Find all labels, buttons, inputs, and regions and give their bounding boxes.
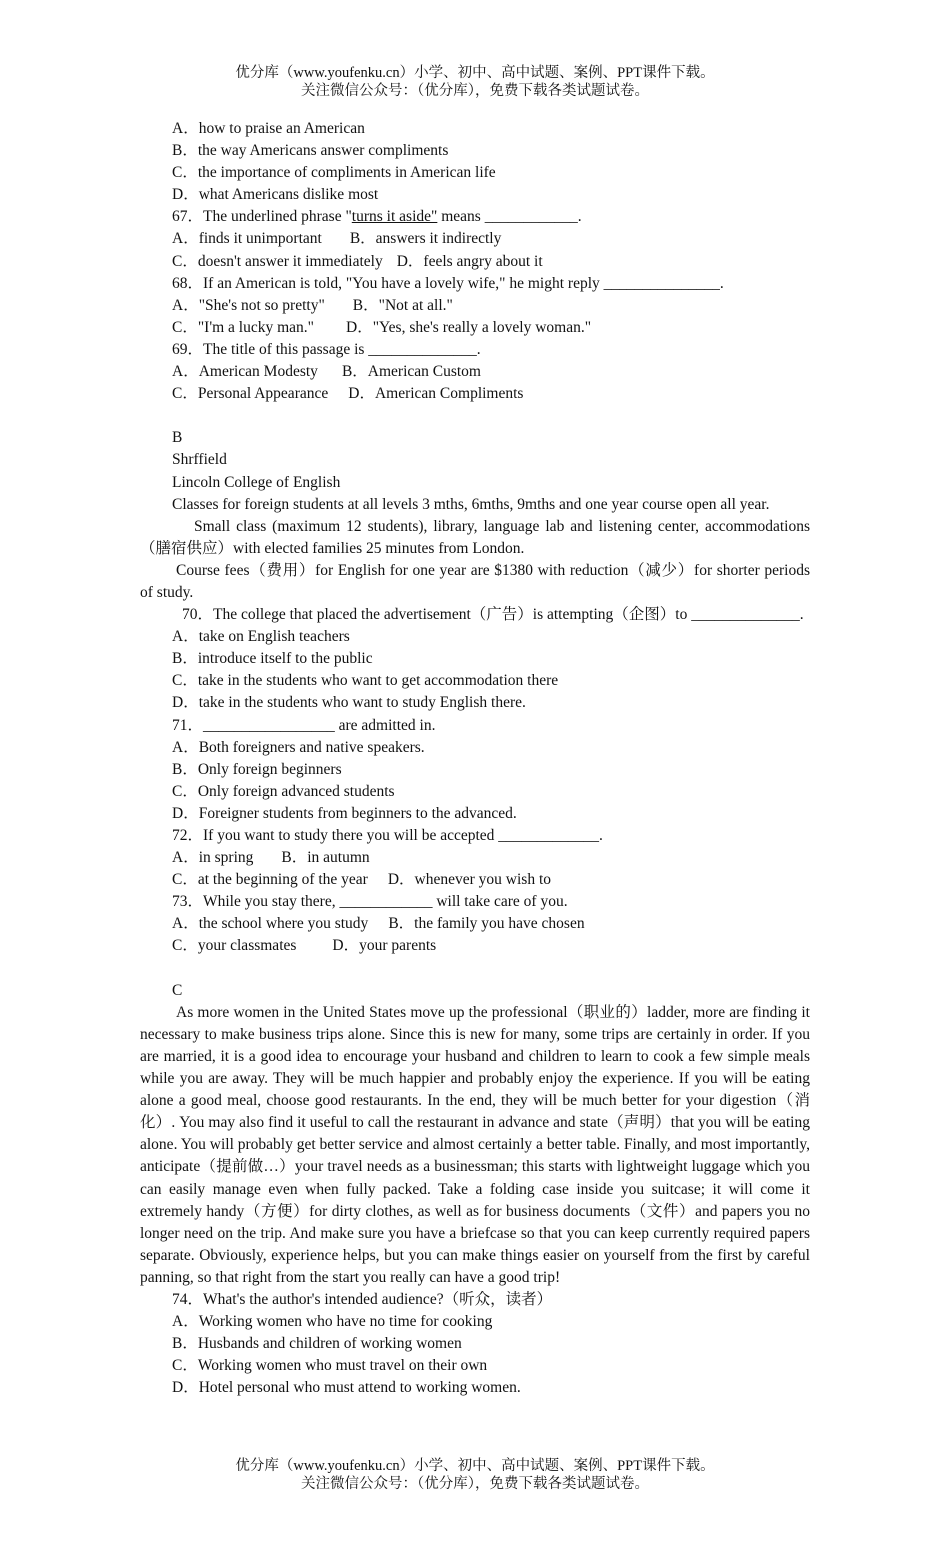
footer-line-1: 优分库（www.youfenku.cn）小学、初中、高中试题、案例、PPT课件下载。: [235, 1458, 715, 1474]
q68-option-d: D．"Yes, she's really a lovely woman.": [346, 318, 592, 336]
q74-option-d: D．Hotel personal who must attend to working women.: [172, 1379, 521, 1397]
q73-option-a: A．the school where you study: [172, 915, 369, 933]
section-b-city: Shrffield: [172, 451, 227, 469]
q69-option-b: B．American Custom: [341, 363, 481, 381]
q66-option-a: A．how to praise an American: [172, 120, 365, 137]
q73-option-d: D．your parents: [332, 937, 437, 955]
header-line-1: 优分库（www.youfenku.cn）小学、初中、高中试题、案例、PPT课件下载。: [235, 65, 715, 81]
section-b-college: Lincoln College of English: [172, 473, 341, 491]
q67-options-row-2: [140, 251, 810, 273]
q74-option-c: C．Working women who must travel on their own: [172, 1357, 488, 1375]
q67-underlined-phrase: turns it aside": [351, 208, 438, 226]
q69-option-a: A．American Modesty: [172, 363, 318, 381]
q72-options-row-2: [140, 869, 810, 891]
q69-option-c: C．Personal Appearance: [172, 385, 329, 403]
q72-options-row-1: [140, 847, 810, 869]
q71-stem: 71．_________________ are admitted in.: [172, 716, 436, 734]
q67-option-b: B．answers it indirectly: [349, 230, 502, 248]
q67-stem-post: means ____________.: [437, 208, 582, 226]
q68-option-b: B．"Not at all.": [352, 296, 453, 314]
q67-stem-pre: 67．The underlined phrase ": [172, 208, 352, 226]
q71-option-d: D．Foreigner students from beginners to the advanced.: [172, 804, 517, 822]
q69-option-d: D．American Compliments: [348, 385, 524, 403]
q67-options-row-1: [140, 228, 810, 250]
q73-options-row-2: [140, 935, 810, 957]
q71-option-b: B．Only foreign beginners: [172, 760, 342, 778]
q72-option-d: D．whenever you wish to: [387, 871, 552, 889]
q68-options-row-2: [140, 317, 810, 339]
spacer: [140, 958, 810, 980]
q66-option-b: B．the way Americans answer compliments: [172, 142, 449, 160]
q70-option-a: A．take on English teachers: [172, 628, 350, 646]
q74-stem: 74．What's the author's intended audience?（听众，读者）: [172, 1290, 553, 1308]
q70-stem: 70．The college that placed the advertisement（广告）is attempting（企图）to ______________.: [182, 606, 804, 624]
q73-options-row-1: [140, 913, 810, 935]
q73-stem: 73．While you stay there, ____________ will take care of you.: [172, 893, 568, 911]
q70-option-d: D．take in the students who want to study English there.: [172, 694, 526, 712]
section-b-label: B: [172, 429, 183, 447]
q72-option-b: B．in autumn: [281, 849, 370, 867]
q69-options-row-2: [140, 383, 810, 405]
page-footer: [0, 1457, 950, 1493]
q67-option-c: C．doesn't answer it immediately: [172, 252, 383, 270]
q74-option-a: A．Working women who have no time for cooking: [172, 1313, 493, 1331]
section-c-label: C: [172, 981, 183, 999]
q68-options-row-1: [140, 295, 810, 317]
q69-options-row-1: [140, 361, 810, 383]
q68-option-c: C．"I'm a lucky man.": [172, 318, 315, 336]
q67-option-a: A．finds it unimportant: [172, 230, 322, 248]
section-b-paragraph-1: Classes for foreign students at all levels 3 mths, 6mths, 9mths and one year course open all year.: [172, 495, 770, 513]
footer-line-2: 关注微信公众号：（优分库），免费下载各类试题试卷。: [301, 1476, 649, 1492]
q67-option-d: D．feels angry about it: [396, 252, 543, 270]
document-body: [140, 118, 810, 1399]
q67-stem: [140, 206, 810, 228]
section-b-paragraph-2: Small class (maximum 12 students), library, language lab and listening center, accommodations（膳宿供应）with elected families 25 minutes from London.: [140, 517, 810, 557]
q66-option-d: D．what Americans dislike most: [172, 186, 379, 204]
q72-option-a: A．in spring: [172, 849, 254, 867]
q70-option-b: B．introduce itself to the public: [172, 650, 373, 668]
q71-option-a: A．Both foreigners and native speakers.: [172, 738, 425, 756]
q72-stem: 72．If you want to study there you will be accepted _____________.: [172, 827, 603, 844]
section-c-paragraph: As more women in the United States move up the professional（职业的）ladder, more are finding it necessary to make business trips alone. Since this is new for many, some trips are certainly in order. If you are married, it is a good idea to encourage your husband and children to learn to cook a few simple meals while you are away. They will be much happier and probably enjoy the experience. If you will be eating alone a good meal, choose good restaurants. In the end, they will be much better for your digestion（消化）. You may also find it useful to call the restaurant in advance and state（声明）that you will be eating alone. You will probably get better service and almost certainly a better table. Finally, and most importantly, anticipate（提前做…）your travel needs as a businessman; this starts with lightweight luggage which you can easily manage even when fully packed. Take a folding case inside you suitcase; it will come it extremely handy（方便）for dirty clothes, as well as for business documents（文件）and papers you no longer need on the trip. And make sure you have a briefcase so that you can keep currently required papers separate. Obviously, experience helps, but you can make things easier on yourself from the first by careful panning, so that right from the start you really can have a good trip!: [140, 1003, 810, 1286]
q74-option-b: B．Husbands and children of working women: [172, 1335, 462, 1353]
q70-option-c: C．take in the students who want to get accommodation there: [172, 672, 559, 690]
q68-stem: 68．If an American is told, "You have a lovely wife," he might reply _______________.: [172, 274, 724, 292]
q73-option-b: B．the family you have chosen: [388, 915, 585, 933]
q72-option-c: C．at the beginning of the year: [172, 871, 368, 889]
header-line-2: 关注微信公众号：（优分库），免费下载各类试题试卷。: [301, 83, 649, 99]
q69-stem: 69．The title of this passage is ______________.: [172, 340, 481, 358]
q68-option-a: A．"She's not so pretty": [172, 296, 325, 314]
spacer: [140, 405, 810, 427]
q71-option-c: C．Only foreign advanced students: [172, 782, 395, 800]
page-header: [0, 64, 950, 100]
q73-option-c: C．your classmates: [172, 937, 297, 955]
section-b-paragraph-3: Course fees（费用）for English for one year are $1380 with reduction（减少）for shorter periods of study.: [140, 561, 810, 601]
q66-option-c: C．the importance of compliments in American life: [172, 164, 496, 182]
